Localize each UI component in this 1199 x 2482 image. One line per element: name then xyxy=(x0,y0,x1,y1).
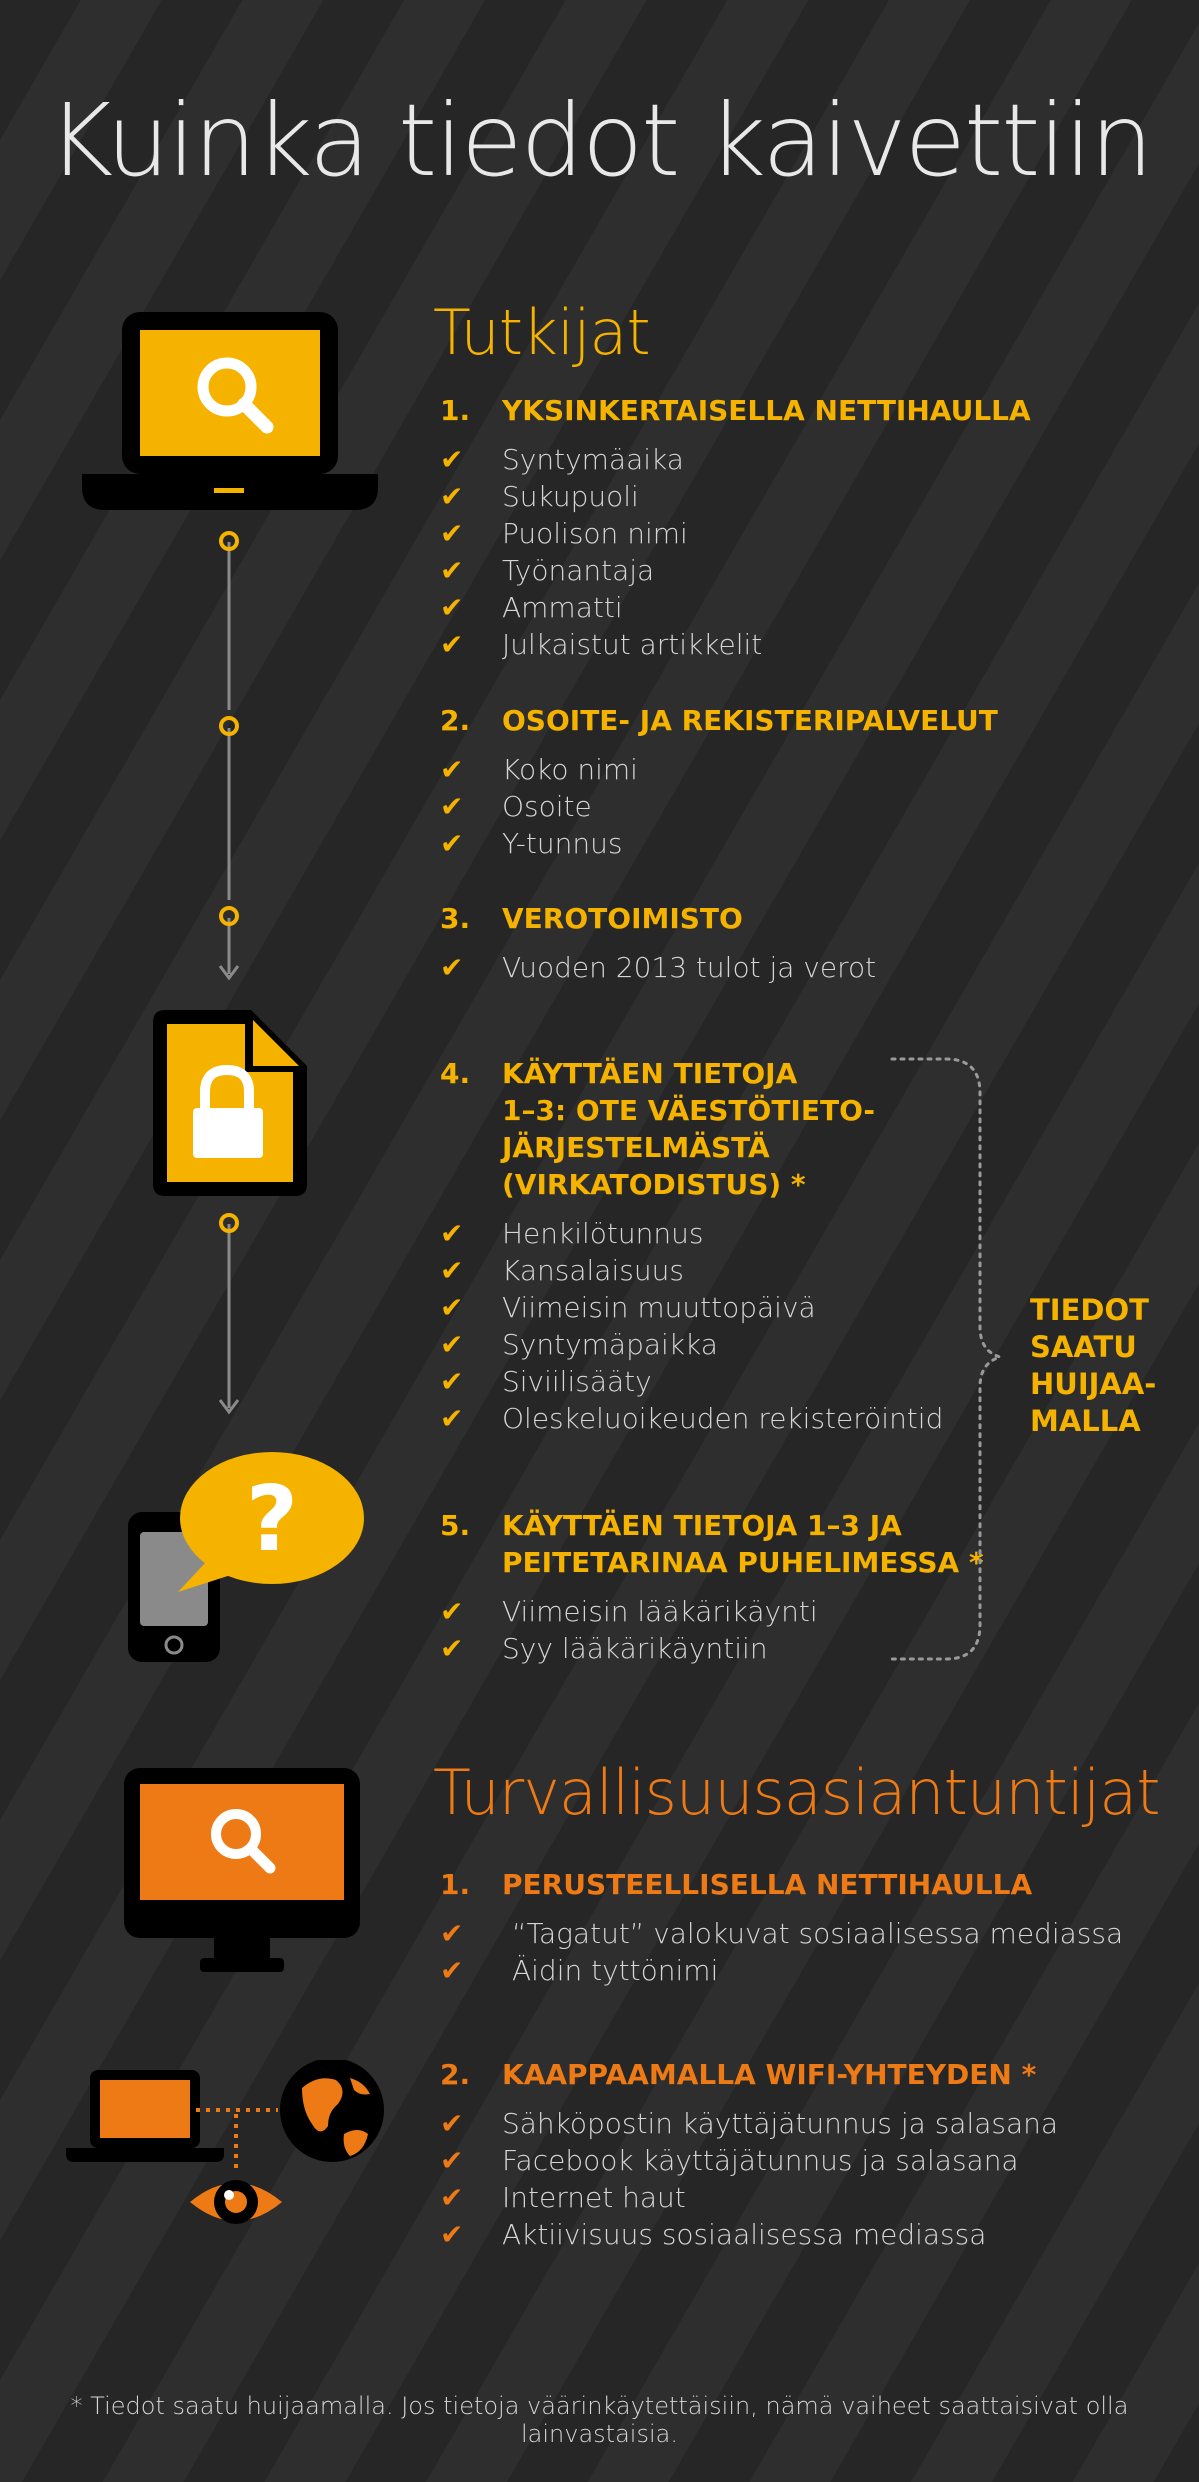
laptop-search-icon xyxy=(82,312,378,512)
check-icon: ✔ xyxy=(440,827,464,860)
step-title: KÄYTTÄEN TIETOJA 1–3 JA PEITETARINAA PUHELIMESSA * xyxy=(502,1509,984,1579)
list-item: ✔ Syy lääkärikäyntiin xyxy=(440,1632,768,1665)
list-item: ✔ Siviilisääty xyxy=(440,1365,652,1398)
step-title: KAAPPAAMALLA WIFI-YHTEYDEN * xyxy=(502,2058,1037,2091)
list-item: ✔ Julkaistut artikkelit xyxy=(440,628,763,661)
check-icon: ✔ xyxy=(440,951,464,984)
list-item: ✔ Sukupuoli xyxy=(440,480,639,513)
check-icon: ✔ xyxy=(440,790,464,823)
timeline-line xyxy=(214,526,244,986)
check-icon: ✔ xyxy=(440,1328,464,1361)
check-icon: ✔ xyxy=(440,2218,464,2251)
monitor-search-icon xyxy=(124,1768,360,1974)
check-icon: ✔ xyxy=(440,443,464,476)
check-icon: ✔ xyxy=(440,2107,464,2140)
researcher-step-1 xyxy=(440,392,1060,663)
check-icon: ✔ xyxy=(440,1954,464,1987)
check-icon: ✔ xyxy=(440,753,464,786)
check-icon: ✔ xyxy=(440,1217,464,1250)
list-item: ✔ Koko nimi xyxy=(440,753,638,786)
list-item: ✔ Syntymäpaikka xyxy=(440,1328,718,1361)
step-title: PERUSTEELLISELLA NETTIHAULLA xyxy=(502,1868,1033,1901)
check-icon: ✔ xyxy=(440,517,464,550)
check-icon: ✔ xyxy=(440,2144,464,2177)
list-item: ✔ Viimeisin lääkärikäynti xyxy=(440,1595,818,1628)
check-icon: ✔ xyxy=(440,1365,464,1398)
expert-step-2 xyxy=(440,2056,1060,2253)
step-title: YKSINKERTAISELLA NETTIHAULLA xyxy=(502,394,1031,427)
check-icon: ✔ xyxy=(440,1291,464,1324)
check-icon: ✔ xyxy=(440,628,464,661)
expert-step-1 xyxy=(440,1866,1124,1989)
svg-text:?: ? xyxy=(245,1467,299,1572)
bracket-divider xyxy=(888,1055,1008,1665)
section-title-experts: Turvallisuusasiantuntijat xyxy=(433,1756,1160,1829)
list-item: ✔ Ammatti xyxy=(440,591,623,624)
list-item: ✔ Puolison nimi xyxy=(440,517,688,550)
check-icon: ✔ xyxy=(440,1917,464,1950)
step-number: 2. xyxy=(440,704,471,737)
step-number: 2. xyxy=(440,2058,471,2091)
list-item: ✔ Internet haut xyxy=(440,2181,686,2214)
list-item: ✔ Vuoden 2013 tulot ja verot xyxy=(440,951,877,984)
check-icon: ✔ xyxy=(440,1595,464,1628)
researcher-step-2 xyxy=(440,702,1060,862)
phone-question-icon xyxy=(126,1450,366,1665)
list-item: ✔ Sähköpostin käyttäjätunnus ja salasana xyxy=(440,2107,1059,2140)
step-number: 1. xyxy=(440,394,471,427)
check-icon: ✔ xyxy=(440,1402,464,1435)
timeline-line xyxy=(214,1208,244,1418)
wifi-interception-icon xyxy=(66,2060,390,2240)
list-item: ✔ Oleskeluoikeuden rekisteröintid xyxy=(440,1402,944,1435)
list-item: ✔ Kansalaisuus xyxy=(440,1254,684,1287)
section-title-researchers: Tutkijat xyxy=(433,296,650,369)
list-item: ✔ Facebook käyttäjätunnus ja salasana xyxy=(440,2144,1019,2177)
researcher-step-3 xyxy=(440,900,1060,986)
check-icon: ✔ xyxy=(440,554,464,587)
step-title: VEROTOIMISTO xyxy=(502,902,743,935)
list-item: ✔ Viimeisin muuttopäivä xyxy=(440,1291,816,1324)
step-number: 1. xyxy=(440,1868,471,1901)
check-icon: ✔ xyxy=(440,2181,464,2214)
list-item: ✔ Osoite xyxy=(440,790,592,823)
bracket-label: TIEDOT SAATU HUIJAA- MALLA xyxy=(1030,1293,1157,1438)
check-icon: ✔ xyxy=(440,480,464,513)
list-item: ✔ Syntymäaika xyxy=(440,443,684,476)
list-item: ✔ “Tagatut” valokuvat sosiaalisessa mediassa xyxy=(440,1917,1124,1950)
list-item: ✔ Aktiivisuus sosiaalisessa mediassa xyxy=(440,2218,987,2251)
check-icon: ✔ xyxy=(440,1254,464,1287)
step-number: 3. xyxy=(440,902,471,935)
step-number: 4. xyxy=(440,1057,471,1090)
list-item: ✔ Henkilötunnus xyxy=(440,1217,704,1250)
list-item: ✔ Y-tunnus xyxy=(440,827,623,860)
page-title: Kuinka tiedot kaivettiin xyxy=(47,82,1152,199)
check-icon: ✔ xyxy=(440,1632,464,1665)
list-item: ✔ Äidin tyttönimi xyxy=(440,1954,719,1987)
footnote: * Tiedot saatu huijaamalla. Jos tietoja väärinkäytettäisiin, nämä vaiheet saattaisivat olla lainvastaisia. xyxy=(70,2392,1129,2448)
check-icon: ✔ xyxy=(440,591,464,624)
step-title: OSOITE- JA REKISTERIPALVELUT xyxy=(502,704,998,737)
list-item: ✔ Työnantaja xyxy=(440,554,655,587)
step-number: 5. xyxy=(440,1509,471,1542)
locked-document-icon xyxy=(153,1010,309,1196)
step-title: KÄYTTÄEN TIETOJA 1–3: OTE VÄESTÖTIETO- JÄRJESTELMÄSTÄ (VIRKATODISTUS) * xyxy=(502,1057,876,1201)
